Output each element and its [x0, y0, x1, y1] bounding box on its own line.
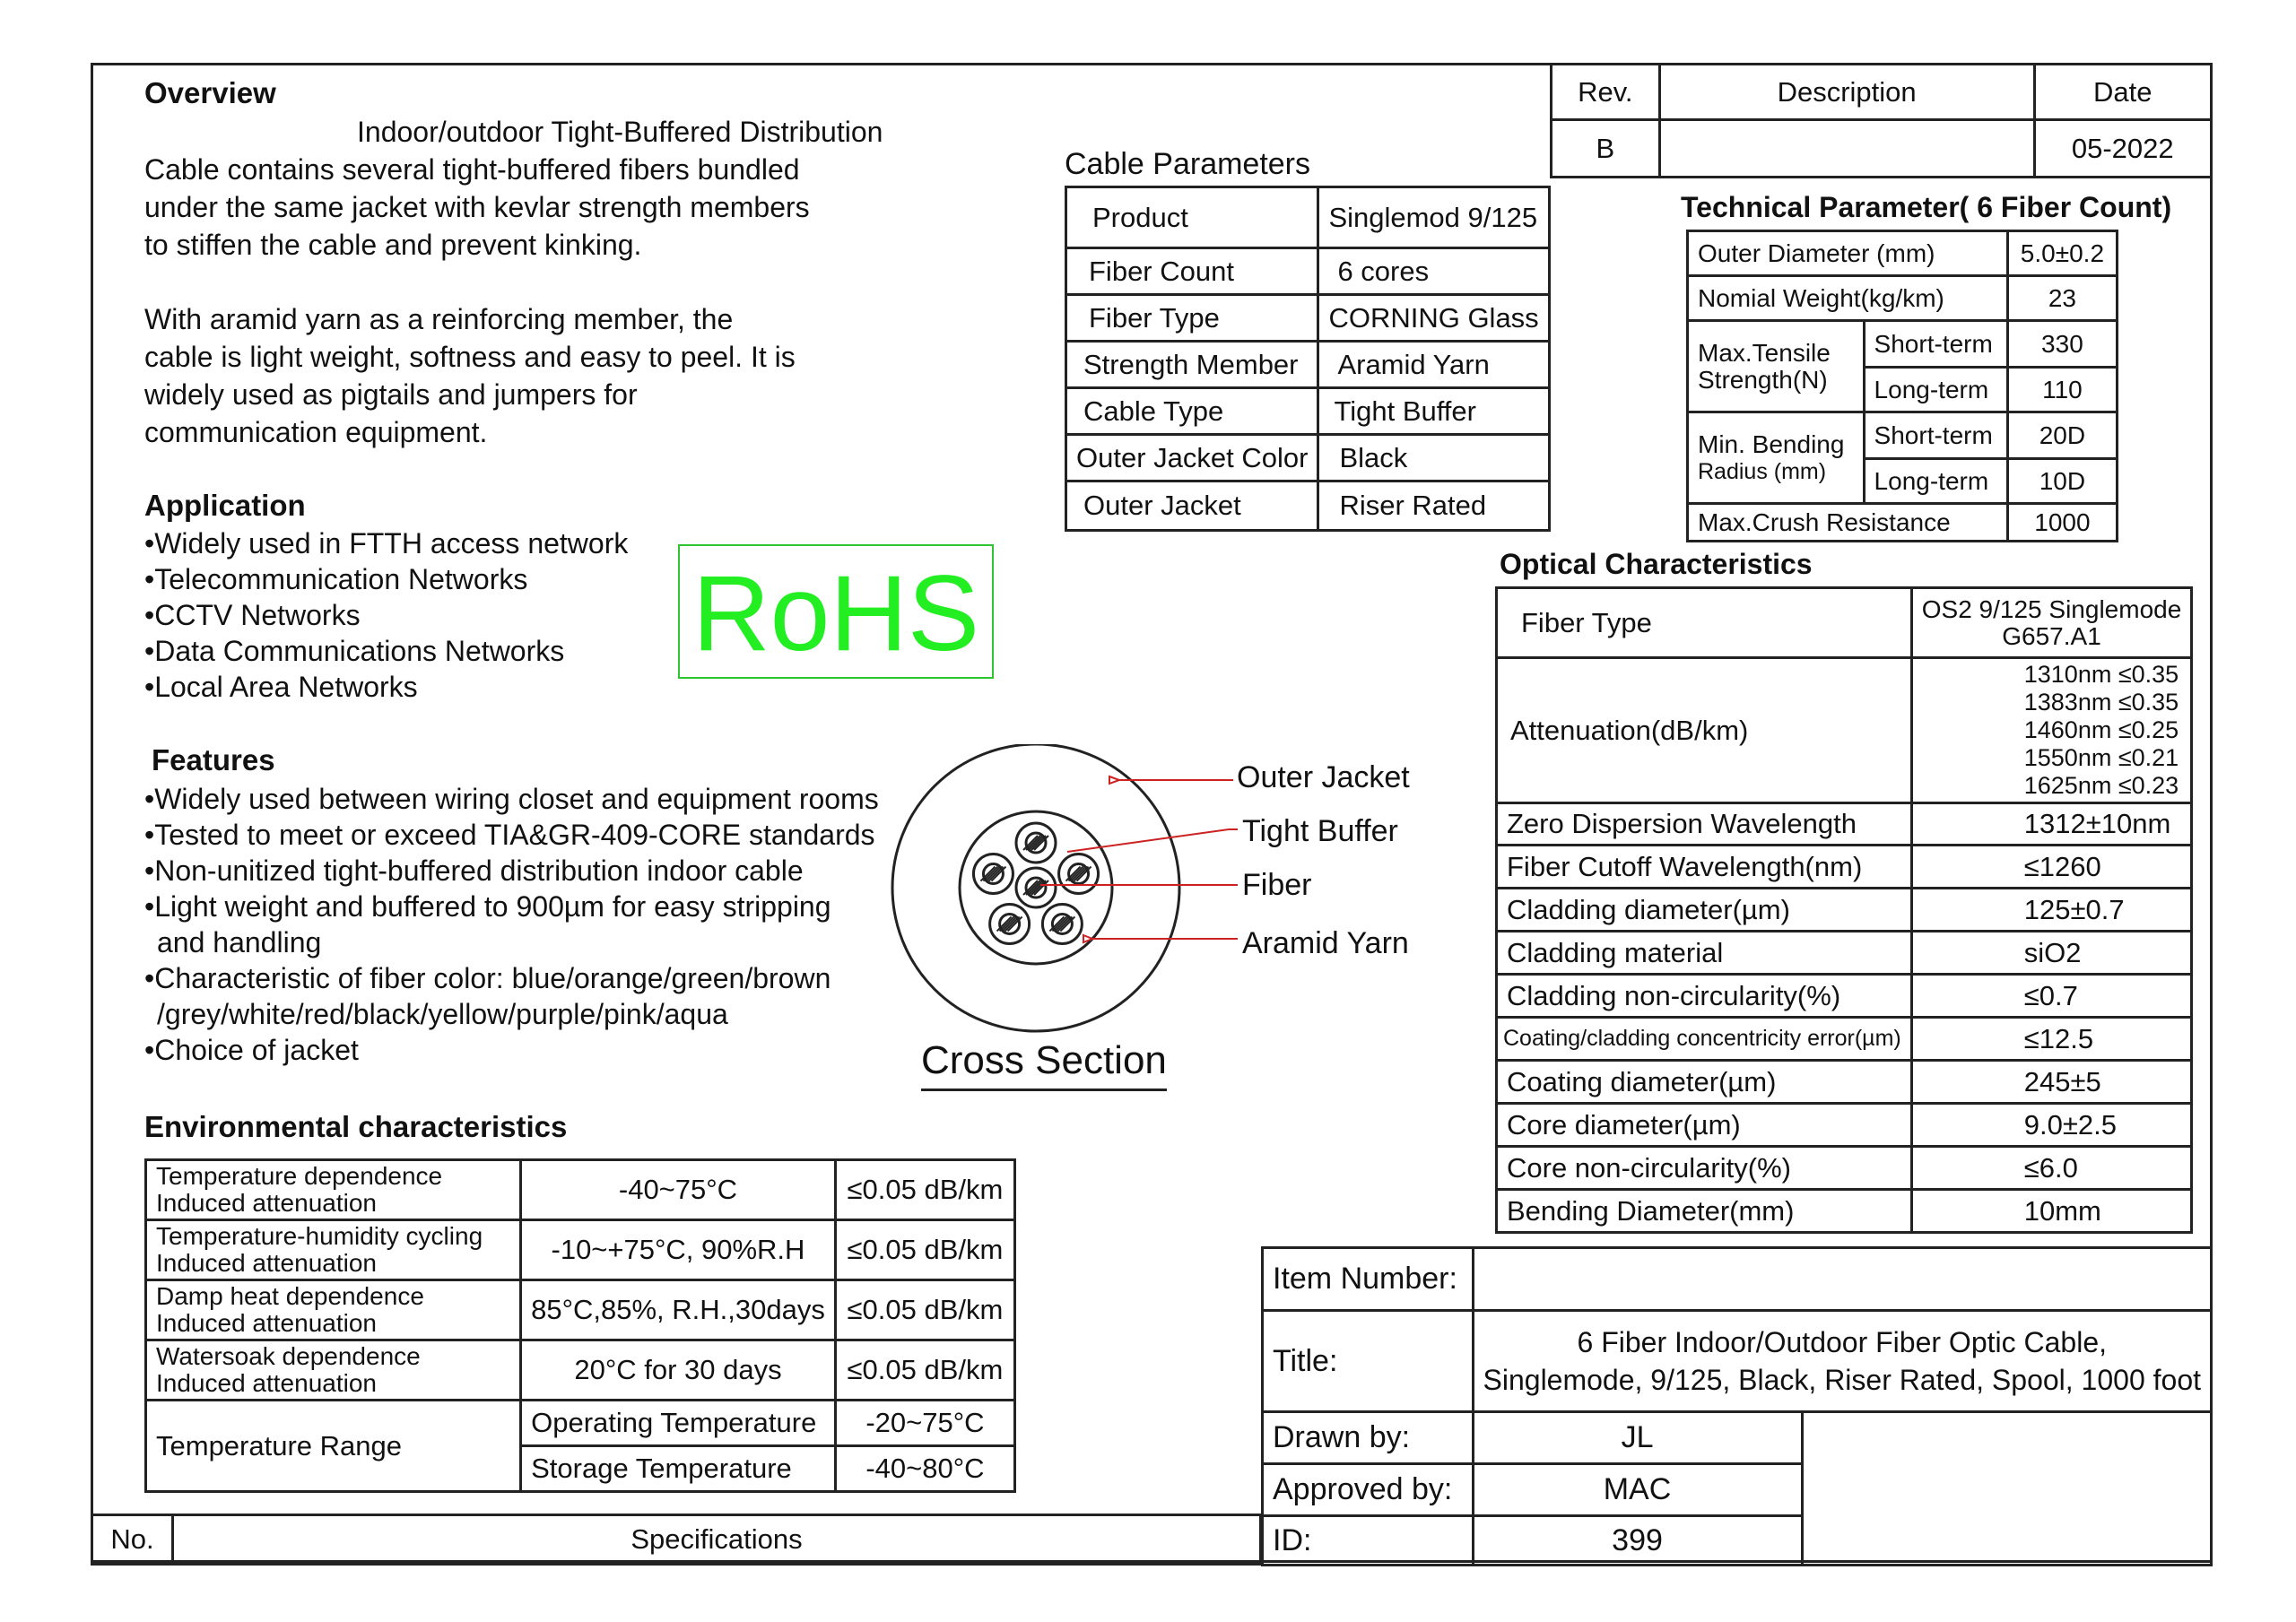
param-name: Product [1066, 187, 1318, 248]
table-row [146, 1340, 1015, 1401]
optical-name: Core diameter(µm) [1497, 1104, 1912, 1147]
param-value: CORNING Glass [1318, 295, 1549, 342]
id-label: ID: [1263, 1516, 1474, 1566]
features-heading: Features [152, 743, 275, 776]
optical-value: ≤6.0 [1911, 1147, 2192, 1190]
table-row [1688, 231, 2118, 276]
table-row [1497, 803, 2192, 846]
optical-value: 245±5 [1911, 1061, 2192, 1104]
table-row [1066, 187, 1550, 248]
table-row [1688, 504, 2118, 542]
label-outer-jacket: Outer Jacket [1237, 760, 1410, 794]
optical-value: siO2 [1911, 932, 2192, 975]
table-row [92, 1515, 1261, 1565]
optical-value: 10mm [1911, 1190, 2192, 1233]
list-item: •Telecommunication Networks [144, 563, 528, 595]
tech-sub-name: Short-term [1864, 412, 2007, 459]
env-st-label: Storage Temperature [521, 1446, 836, 1492]
optical-name: Cladding material [1497, 932, 1912, 975]
technical-table [1686, 230, 2118, 542]
param-value: Tight Buffer [1318, 388, 1549, 435]
fiber-group [973, 823, 1098, 943]
optical-name: Coating/cladding concentricity error(µm) [1497, 1018, 1912, 1061]
list-item: •Light weight and buffered to 900µm for easy stripping [144, 890, 831, 923]
title-value: 6 Fiber Indoor/Outdoor Fiber Optic Cable, Singlemode, 9/125, Black, Riser Rated, Spool, 1000 foot [1473, 1311, 2211, 1412]
table-row [146, 1220, 1015, 1280]
param-name: Fiber Count [1066, 248, 1318, 295]
optical-value: ≤12.5 [1911, 1018, 2192, 1061]
param-name: Outer Jacket [1066, 481, 1318, 531]
approved-by-value: MAC [1473, 1464, 1802, 1516]
list-item: •Widely used between wiring closet and equipment rooms [144, 783, 879, 815]
list-item: •Choice of jacket [144, 1034, 359, 1066]
env-condition: -10~+75°C, 90%R.H [521, 1220, 836, 1280]
table-row [1066, 388, 1550, 435]
table-row [1497, 846, 2192, 889]
list-item: •Characteristic of fiber color: blue/orange/green/brown [144, 962, 831, 994]
environmental-heading: Environmental characteristics [144, 1110, 568, 1143]
list-item: •Local Area Networks [144, 671, 418, 703]
env-st-value: -40~80°C [835, 1446, 1014, 1492]
date-header: Date [2034, 65, 2211, 120]
env-name: Damp heat dependence Induced attenuation [146, 1280, 521, 1340]
overview-line: Cable contains several tight-buffered fibers bundled [144, 153, 800, 186]
param-name: Cable Type [1066, 388, 1318, 435]
table-row [1497, 658, 2192, 803]
tight-buffer-leader [1067, 829, 1238, 852]
overview-line: With aramid yarn as a reinforcing member, the [144, 303, 734, 335]
tech-value: 23 [2007, 276, 2117, 321]
optical-value: 125±0.7 [1911, 889, 2192, 932]
param-name: Outer Jacket Color [1066, 435, 1318, 481]
date-value: 05-2022 [2034, 120, 2211, 178]
table-row [1688, 321, 2118, 368]
table-row [1497, 1018, 2192, 1061]
item-number-label: Item Number: [1263, 1248, 1474, 1311]
env-condition: -40~75°C [521, 1160, 836, 1220]
attenuation-values: 1310nm ≤0.35 1383nm ≤0.35 1460nm ≤0.25 1550nm ≤0.21 1625nm ≤0.23 [1911, 658, 2192, 803]
rev-header: Rev. [1552, 65, 1660, 120]
tech-name: Max.Crush Resistance [1688, 504, 2008, 542]
table-row [1688, 276, 2118, 321]
outer-jacket-arrow [1109, 776, 1119, 784]
tech-sub-name: Short-term [1864, 321, 2007, 368]
overview-paragraph-1 [144, 151, 810, 264]
optical-heading: Optical Characteristics [1500, 548, 1813, 580]
description-header: Description [1659, 65, 2034, 120]
table-row [1066, 481, 1550, 531]
optical-value: ≤0.7 [1911, 975, 2192, 1018]
optical-value: OS2 9/125 Singlemode G657.A1 [1911, 588, 2192, 658]
optical-name: Bending Diameter(mm) [1497, 1190, 1912, 1233]
env-value: ≤0.05 dB/km [835, 1160, 1014, 1220]
tech-name: Outer Diameter (mm) [1688, 231, 2008, 276]
overview-paragraph-2 [144, 300, 796, 451]
table-row [1066, 248, 1550, 295]
table-row [1497, 1061, 2192, 1104]
item-number-value [1473, 1248, 2211, 1311]
table-row [146, 1280, 1015, 1340]
overview-heading: Overview [144, 76, 276, 109]
table-row [1497, 889, 2192, 932]
tech-value: 10D [2007, 459, 2117, 504]
env-op-label: Operating Temperature [521, 1401, 836, 1446]
id-value: 399 [1473, 1516, 1802, 1566]
table-row [146, 1160, 1015, 1220]
tech-value: 1000 [2007, 504, 2117, 542]
label-tight-buffer: Tight Buffer [1242, 814, 1398, 848]
table-row [1497, 588, 2192, 658]
cross-section-diagram [888, 744, 1265, 1040]
env-condition: 20°C for 30 days [521, 1340, 836, 1401]
tech-name: Nomial Weight(kg/km) [1688, 276, 2008, 321]
table-row [1552, 120, 2212, 178]
env-range-label: Temperature Range [146, 1401, 521, 1492]
param-value: 6 cores [1318, 248, 1549, 295]
title-block [1261, 1246, 2213, 1566]
table-row [146, 1401, 1015, 1446]
optical-name: Fiber Cutoff Wavelength(nm) [1497, 846, 1912, 889]
table-row [1497, 1104, 2192, 1147]
param-value: Singlemod 9/125 [1318, 187, 1549, 248]
drawn-by-label: Drawn by: [1263, 1412, 1474, 1464]
label-fiber: Fiber [1242, 868, 1312, 902]
table-row [1497, 975, 2192, 1018]
table-row [1552, 65, 2212, 120]
optical-table [1495, 586, 2193, 1234]
rohs-mark: RoHS [678, 544, 994, 679]
env-value: ≤0.05 dB/km [835, 1220, 1014, 1280]
footer-left-table [91, 1514, 1262, 1566]
param-name: Strength Member [1066, 342, 1318, 388]
env-name: Temperature-humidity cycling Induced attenuation [146, 1220, 521, 1280]
table-row [1066, 342, 1550, 388]
env-name: Temperature dependence Induced attenuation [146, 1160, 521, 1220]
overview-line: communication equipment. [144, 416, 488, 448]
env-value: ≤0.05 dB/km [835, 1340, 1014, 1401]
table-row [1066, 295, 1550, 342]
list-item: and handling [157, 926, 322, 958]
table-row [1263, 1248, 2212, 1311]
technical-heading: Technical Parameter( 6 Fiber Count) [1681, 191, 2172, 223]
optical-value: ≤1260 [1911, 846, 2192, 889]
table-row [1497, 932, 2192, 975]
table-row [1263, 1412, 2212, 1464]
revision-table [1550, 63, 2213, 178]
footer-no: No. [92, 1515, 173, 1565]
optical-name: Cladding non-circularity(%) [1497, 975, 1912, 1018]
features-list [144, 781, 879, 1068]
optical-name: Attenuation(dB/km) [1497, 658, 1912, 803]
table-row [1688, 412, 2118, 459]
optical-value: 9.0±2.5 [1911, 1104, 2192, 1147]
param-name: Fiber Type [1066, 295, 1318, 342]
list-item: •Data Communications Networks [144, 635, 565, 667]
list-item: •Tested to meet or exceed TIA&GR-409-CORE standards [144, 819, 875, 851]
list-item: /grey/white/red/black/yellow/purple/pink/aqua [157, 998, 728, 1030]
rev-value: B [1552, 120, 1660, 178]
overview-subtitle: Indoor/outdoor Tight-Buffered Distribution [357, 116, 883, 148]
table-row [1497, 1190, 2192, 1233]
overview-line: to stiffen the cable and prevent kinking. [144, 229, 642, 261]
overview-line: widely used as pigtails and jumpers for [144, 378, 638, 411]
tech-value: 330 [2007, 321, 2117, 368]
list-item: •Widely used in FTTH access network [144, 527, 629, 559]
footer-specifications: Specifications [172, 1515, 1260, 1565]
table-row [1263, 1311, 2212, 1412]
optical-name: Core non-circularity(%) [1497, 1147, 1912, 1190]
description-value [1659, 120, 2034, 178]
env-op-value: -20~75°C [835, 1401, 1014, 1446]
tech-value: 110 [2007, 368, 2117, 412]
bending-label: Min. Bending Radius (mm) [1688, 412, 1865, 504]
cross-section-title: Cross Section [921, 1038, 1167, 1091]
drawn-by-value: JL [1473, 1412, 1802, 1464]
list-item: •Non-unitized tight-buffered distribution indoor cable [144, 854, 804, 887]
list-item: •CCTV Networks [144, 599, 361, 631]
label-aramid-yarn: Aramid Yarn [1242, 926, 1409, 960]
param-value: Black [1318, 435, 1549, 481]
overview-line: under the same jacket with kevlar strength members [144, 191, 810, 223]
tech-value: 5.0±0.2 [2007, 231, 2117, 276]
tensile-label: Max.Tensile Strength(N) [1688, 321, 1865, 412]
optical-name: Fiber Type [1497, 588, 1912, 658]
cable-params-heading: Cable Parameters [1065, 147, 1311, 181]
tech-sub-name: Long-term [1864, 368, 2007, 412]
param-value: Aramid Yarn [1318, 342, 1549, 388]
env-value: ≤0.05 dB/km [835, 1280, 1014, 1340]
title-label: Title: [1263, 1311, 1474, 1412]
approved-by-label: Approved by: [1263, 1464, 1474, 1516]
env-condition: 85°C,85%, R.H.,30days [521, 1280, 836, 1340]
tech-sub-name: Long-term [1864, 459, 2007, 504]
overview-line: cable is light weight, softness and easy to peel. It is [144, 341, 796, 373]
table-row [1066, 435, 1550, 481]
param-value: Riser Rated [1318, 481, 1549, 531]
table-row [1497, 1147, 2192, 1190]
application-heading: Application [144, 489, 306, 522]
environmental-table [144, 1158, 1016, 1493]
optical-value: 1312±10nm [1911, 803, 2192, 846]
title-block-blank [1802, 1412, 2211, 1566]
cable-params-table [1065, 186, 1551, 532]
env-name: Watersoak dependence Induced attenuation [146, 1340, 521, 1401]
tech-value: 20D [2007, 412, 2117, 459]
optical-name: Coating diameter(µm) [1497, 1061, 1912, 1104]
application-list [144, 525, 628, 705]
optical-name: Cladding diameter(µm) [1497, 889, 1912, 932]
optical-name: Zero Dispersion Wavelength [1497, 803, 1912, 846]
